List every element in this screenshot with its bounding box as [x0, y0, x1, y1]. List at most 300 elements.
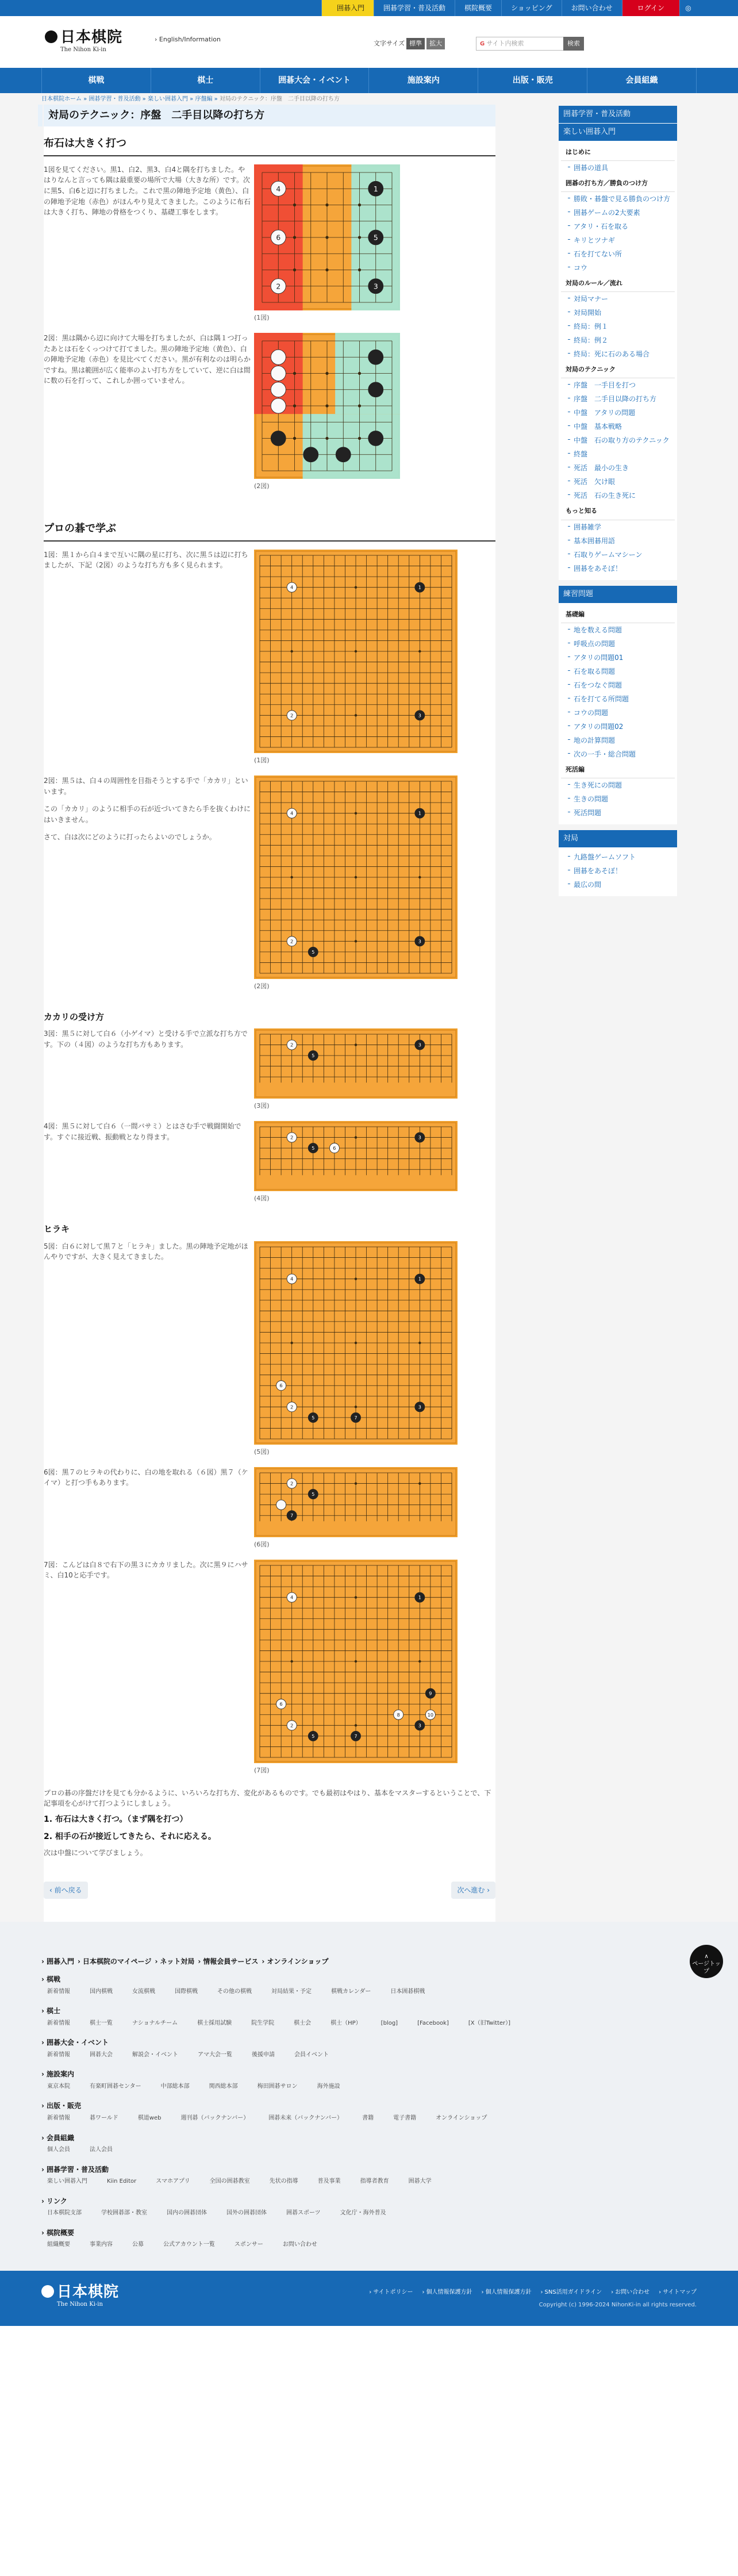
go-board-figure-6	[254, 1467, 458, 1537]
footer-group	[41, 2101, 697, 2124]
star-point	[290, 876, 293, 878]
stone-number: 3	[418, 1722, 421, 1728]
footer-link[interactable]: 囲碁大学	[408, 2178, 432, 2185]
search-placeholder: サイト内検索	[486, 40, 524, 47]
footer-group	[41, 1974, 697, 1998]
footer-link[interactable]: 後援申請	[252, 2051, 275, 2058]
sidebar-item[interactable]: 中盤 アタリの問題	[559, 406, 677, 420]
stone-number: 2	[290, 1403, 294, 1410]
footer-nav	[0, 1922, 738, 2270]
stone-number: 1	[418, 1594, 421, 1600]
caption: (4図)	[254, 1195, 270, 1203]
footer-link[interactable]: 日本囲碁棋戦	[390, 1988, 425, 1995]
logo-subtitle: The Nihon Ki-in	[57, 2301, 103, 2308]
footer-link[interactable]: スマホアプリ	[156, 2178, 190, 2185]
sidebar-head-game[interactable]: 対局	[559, 830, 677, 848]
footer-link[interactable]: 対局結果・予定	[271, 1988, 312, 1995]
stone-number: 7	[354, 1733, 358, 1739]
footer-link[interactable]: 新着情報	[47, 1988, 70, 1995]
footer-link[interactable]: 東京本院	[47, 2083, 70, 2090]
stone-number: 1	[373, 185, 378, 193]
font-large-button[interactable]: 拡大	[426, 38, 445, 49]
footer-link[interactable]: 全国の囲碁教室	[209, 2178, 250, 2185]
footer-link[interactable]: 碁ワールド	[90, 2115, 118, 2122]
star-point	[355, 1044, 357, 1046]
stone-number: 2	[290, 1042, 294, 1048]
footer-link[interactable]: 普及事業	[317, 2178, 341, 2185]
text-fig3: 3図：黒５に対して白６（小ゲイマ）と受ける手で立派な打ち方です。下の（４図）のような打ち方もあります。	[44, 1030, 248, 1049]
nav-publishing[interactable]: 出版・販売	[478, 68, 587, 93]
search-input[interactable]	[476, 37, 563, 51]
stone-number: 5	[312, 1414, 315, 1421]
footer-link[interactable]: 棋士採用試験	[197, 2020, 232, 2026]
sidebar-item[interactable]: アタリ・石を取る	[559, 220, 677, 233]
stone-number: 5	[312, 949, 315, 955]
sidebar-item[interactable]: 石をつなぐ問題	[559, 678, 677, 692]
stone-number: 4	[290, 584, 294, 590]
english-link[interactable]: › English/Information	[155, 36, 221, 43]
sidebar-item[interactable]: 序盤 一手目を打つ	[559, 378, 677, 392]
caption: (2図)	[254, 482, 270, 490]
footer-link[interactable]: 棋士一覧	[90, 2020, 113, 2026]
star-point	[358, 268, 361, 271]
sidebar-item[interactable]: アタリの問題01	[559, 651, 677, 665]
black-stone	[303, 447, 318, 462]
stone-number: 5	[312, 1145, 315, 1151]
footer-link[interactable]: 囲碁大会	[90, 2051, 113, 2058]
footer-link[interactable]: 公式アカウント一覧	[163, 2241, 215, 2248]
nav-kisen[interactable]: 棋戦	[41, 68, 151, 93]
sidebar	[559, 106, 677, 902]
footer-group-title[interactable]: › 棋戦	[41, 1974, 697, 1985]
footer-group	[41, 2164, 697, 2188]
footer-bottom	[0, 2271, 738, 2326]
copyright: Copyright (c) 1996-2024 NihonKi-in all rights reserved.	[539, 2301, 697, 2308]
footer-group-title[interactable]: › 棋士	[41, 2006, 697, 2017]
text-fig7: 7図：こんどは白８で右下の黒３にカカリました。次に黒９にハサミ、白10と応手です。	[44, 1560, 248, 1580]
star-point	[325, 236, 328, 239]
stone-number: 9	[429, 1690, 432, 1696]
footer-link[interactable]: Kiin Editor	[107, 2178, 137, 2185]
stone-number: 1	[418, 584, 421, 590]
closing-text: 次は中盤について学びましょう。	[44, 1849, 147, 1857]
font-size-label: 文字サイズ	[374, 40, 405, 48]
topnav-shop[interactable]: ショッピング	[501, 0, 562, 16]
footer-link[interactable]: 棋戦カレンダー	[331, 1988, 371, 1995]
star-point	[355, 940, 357, 942]
star-point	[358, 372, 361, 375]
footer-link[interactable]: [Facebook]	[417, 2020, 449, 2026]
footer-link[interactable]: アマ大会一覧	[198, 2051, 232, 2058]
star-point	[355, 1277, 357, 1280]
white-stone	[271, 382, 286, 397]
footer-link[interactable]: 公募	[132, 2241, 144, 2248]
point-1: 1. 布石は大きく打つ。（まず隅を打つ）	[44, 1814, 188, 1824]
footer-link[interactable]: 楽しい囲碁入門	[47, 2178, 87, 2185]
stone-number: 5	[312, 1491, 315, 1497]
footer-link[interactable]: 事業内容	[90, 2241, 113, 2248]
nav-membership[interactable]: 会員組織	[587, 68, 697, 93]
main-nav	[0, 68, 738, 93]
white-stone	[271, 366, 286, 381]
footer-link[interactable]: 国際棋戦	[175, 1988, 198, 1995]
star-point	[355, 650, 357, 652]
search-box	[476, 37, 584, 51]
stone-number: 4	[290, 810, 294, 816]
star-point	[358, 236, 361, 239]
footer-link[interactable]: スポンサー	[234, 2241, 263, 2248]
footer-bottom-link[interactable]: › 個人情報保護方針	[482, 2288, 532, 2297]
stone-number: 4	[290, 1594, 294, 1600]
stone-number: 10	[427, 1711, 434, 1718]
top-nav	[321, 0, 697, 16]
star-point	[355, 1341, 357, 1343]
sidebar-item[interactable]: 石を打てる所問題	[559, 692, 677, 706]
black-stone	[368, 431, 383, 446]
footer-link[interactable]: 国外の囲碁団体	[226, 2210, 267, 2217]
star-point	[358, 204, 361, 206]
footer-link[interactable]: 梅田囲碁サロン	[257, 2083, 298, 2090]
footer-link[interactable]: その他の棋戦	[217, 1988, 252, 1995]
footer-group-title[interactable]: › 棋院概要	[41, 2228, 697, 2239]
footer-bottom-link[interactable]: › お問い合わせ	[611, 2288, 649, 2297]
page-body	[0, 93, 738, 1922]
footer-link[interactable]: › オンラインショップ	[262, 1956, 328, 1967]
logo-text: 日本棋院	[57, 2283, 120, 2301]
site-logo[interactable]	[45, 29, 131, 54]
footer-link[interactable]: 週刊碁（バックナンバー）	[180, 2115, 249, 2122]
sidebar-item[interactable]: 囲碁ゲームの2大要素	[559, 206, 677, 220]
subheading-kakari: カカリの受け方	[44, 1011, 105, 1022]
go-board-figure-5	[254, 1241, 458, 1445]
sidebar-item[interactable]: 呼吸点の問題	[559, 637, 677, 651]
sidebar-item[interactable]: 地を数える問題	[559, 623, 677, 637]
footer-group-title[interactable]: › リンク	[41, 2196, 697, 2207]
sidebar-group: もっと知る	[561, 502, 675, 520]
stone-number: 7	[354, 1414, 358, 1421]
sidebar-item[interactable]: 囲碁雑学	[559, 520, 677, 534]
star-point	[355, 1482, 357, 1484]
go-board-figure-2	[254, 333, 400, 479]
footer-link[interactable]: 個人会員	[47, 2147, 70, 2153]
topnav-about[interactable]: 棋院概要	[455, 0, 501, 16]
footer-link[interactable]: 女流棋戦	[132, 1988, 155, 1995]
footer-link[interactable]: 先状の指導	[269, 2178, 298, 2185]
star-point	[290, 1341, 293, 1343]
sidebar-item[interactable]: 勝敗・碁盤で見る勝負のつけ方	[559, 192, 677, 206]
search-button[interactable]: 検索	[563, 37, 584, 51]
sidebar-item[interactable]: 囲碁をあそぼ！	[559, 864, 677, 878]
caption: (6図)	[254, 1540, 270, 1548]
stone-number: 2	[290, 1134, 294, 1141]
footer-link[interactable]: 中部総本部	[160, 2083, 190, 2090]
text-fig6: 6図：黒７のヒラキの代わりに、白の地を取れる（６図）黒７（ケイマ）と打つ手もあります。	[44, 1468, 248, 1487]
footer-link[interactable]: 組織概要	[47, 2241, 70, 2248]
breadcrumb-current: 対局のテクニック：序盤 二手目以降の打ち方	[219, 96, 340, 102]
topnav-contact[interactable]: お問い合わせ	[562, 0, 622, 16]
stone-number: 2	[290, 938, 294, 945]
footer-link[interactable]: 指導者教育	[360, 2178, 389, 2185]
footer-bottom-link[interactable]: › サイトマップ	[659, 2288, 697, 2297]
top-bar	[0, 0, 738, 16]
star-point	[325, 372, 328, 375]
sidebar-item[interactable]: 死活 欠け眼	[559, 475, 677, 489]
caption: (1図)	[254, 756, 270, 764]
star-point	[355, 1406, 357, 1408]
caption: (1図)	[254, 313, 270, 321]
footer-link[interactable]: 日本棋院支部	[47, 2210, 82, 2217]
star-point	[358, 404, 361, 407]
text-pro-fig2b: この「カカリ」のように相手の石が近づいてきたら手を抜くわけにはいきません。	[44, 805, 251, 824]
footer-link[interactable]: [X（旧Twitter）]	[468, 2020, 511, 2026]
footer-link[interactable]: 有楽町囲碁センター	[90, 2083, 141, 2090]
sidebar-group: 対局のテクニック	[561, 361, 675, 378]
sidebar-item[interactable]: アタリの問題02	[559, 720, 677, 734]
breadcrumb-home[interactable]: 日本棋院ホーム	[41, 96, 82, 102]
sidebar-item[interactable]: コウの問題	[559, 706, 677, 720]
login-button[interactable]: ログイン	[622, 0, 679, 16]
star-point	[355, 714, 357, 716]
google-icon: G	[480, 41, 485, 47]
caption: (3図)	[254, 1102, 270, 1110]
stone-number: 5	[312, 1733, 315, 1739]
topnav-learning[interactable]: 囲碁学習・普及活動	[374, 0, 455, 16]
font-size-switch	[374, 38, 445, 49]
footer-link[interactable]: 海外施設	[317, 2083, 340, 2090]
sidebar-item[interactable]: 死活問題	[559, 806, 677, 820]
star-point	[293, 268, 296, 271]
black-stone	[271, 431, 286, 446]
footer-group	[41, 2196, 697, 2220]
footer-link[interactable]: 国内棋戦	[90, 1988, 113, 1995]
footer-link[interactable]: オンラインショップ	[436, 2115, 487, 2122]
sidebar-item[interactable]: 石取りゲームマシーン	[559, 548, 677, 562]
footer-group	[41, 2037, 697, 2061]
star-point	[355, 876, 357, 878]
footer-link[interactable]: 新着情報	[47, 2020, 70, 2026]
footer-link[interactable]: ナショナルチーム	[132, 2020, 178, 2026]
sidebar-item[interactable]: 中盤 基本戦略	[559, 420, 677, 433]
footer-link[interactable]: › 囲碁入門	[41, 1956, 74, 1967]
subheading-hiraki: ヒラキ	[44, 1224, 70, 1235]
sidebar-head-learning[interactable]: 囲碁学習・普及活動	[559, 106, 677, 124]
footer-group-title[interactable]: › 出版・販売	[41, 2101, 697, 2112]
star-point	[355, 1596, 357, 1598]
nav-events[interactable]: 囲碁大会・イベント	[260, 68, 369, 93]
stone-number: 4	[276, 185, 281, 193]
stone-number: 3	[418, 712, 421, 719]
footer-link[interactable]: 関西総本部	[209, 2083, 238, 2090]
footer-group	[41, 2006, 697, 2029]
footer-group-title[interactable]: › 会員組織	[41, 2133, 697, 2144]
text-fig1: 1図を見てください。黒1、白2、黒3、白4と隅を打ちました。やはりなんと言っても隅は最重要の場所で大場（大きな所）です。次に黒5、白6と辺に打ちました。これで黒の陣地予定地（黄色）、白の陣地予定地（赤色）がほんやり見えてきました。このように布石は大きく打ち、陣地の骨格をつくり、基礎工事をします。	[44, 165, 251, 217]
footer-link[interactable]: 法人会員	[90, 2147, 113, 2153]
footer-link[interactable]: 棋士（HP）	[330, 2020, 362, 2026]
sidebar-item[interactable]: 基本囲碁用語	[559, 534, 677, 548]
stone-number: 2	[290, 1480, 294, 1487]
star-point	[325, 404, 328, 407]
site-header	[0, 16, 738, 68]
sidebar-item[interactable]: 石を取る問題	[559, 665, 677, 678]
text-fig4: 4図：黒５に対して白６（一間バサミ）とはさむ手で戦闘開始です。すぐに接近戦、振動戦となり得ます。	[44, 1122, 241, 1141]
sidebar-item[interactable]: 死活 最小の生き	[559, 461, 677, 475]
topnav-intro[interactable]: 囲碁入門	[321, 0, 374, 16]
black-stone	[368, 382, 383, 397]
footer-link[interactable]: 国内の囲碁団体	[167, 2210, 207, 2217]
sidebar-item[interactable]: 終局：例１	[559, 320, 677, 333]
sidebar-group: はじめに	[561, 144, 675, 161]
footer-link[interactable]: › 情報会員サービス	[198, 1956, 258, 1967]
star-point	[418, 650, 421, 652]
main-content	[41, 105, 499, 1922]
star-point	[293, 204, 296, 206]
go-board-figure-3	[254, 1028, 458, 1099]
sidebar-head-practice[interactable]: 練習問題	[559, 586, 677, 604]
sidebar-group: 死活編	[561, 761, 675, 778]
sidebar-item[interactable]: 次の一手・総合問題	[559, 747, 677, 761]
next-button[interactable]: 次へ進む ›	[451, 1882, 495, 1899]
breadcrumb-learning[interactable]: 囲碁学習・普及活動	[89, 96, 141, 102]
stone-number: 4	[290, 1276, 294, 1282]
stone-number: 1	[418, 1276, 421, 1282]
breadcrumb-opening[interactable]: 序盤編	[195, 96, 213, 102]
stone-number: 6	[279, 1700, 283, 1707]
prev-button[interactable]: ‹ 前へ戻る	[44, 1882, 88, 1899]
stone-number: 7	[290, 1512, 294, 1518]
sidebar-item[interactable]: 囲碁の道具	[559, 161, 677, 175]
white-stone	[276, 1500, 286, 1510]
footer-link[interactable]: お問い合わせ	[282, 2241, 317, 2248]
footer-group	[41, 2228, 697, 2251]
footer-link[interactable]: 会員イベント	[294, 2051, 329, 2058]
star-point	[290, 1660, 293, 1662]
page-title: 対局のテクニック：序盤 二手目以降の打ち方	[44, 105, 495, 126]
text-fig2: 2図：黒は隅から辺に向けて大場を打ちましたが、白は隅１つ打ったあとは石をくっつけて打てました。黒の陣地予定地（黄色）、白の陣地予定地（赤色）を見比べてください。黒が有利なのは明らかですね。黒は範囲が広く能率のよい打ち方をしていて、逆に白は間に数の石を打って、これしか囲っていません。	[44, 333, 251, 385]
sidebar-item[interactable]: 九路盤ゲームソフト	[559, 850, 677, 864]
page-top-label: ページトップ	[692, 1961, 721, 1975]
star-point	[355, 1660, 357, 1662]
star-point	[293, 404, 296, 407]
footer-link[interactable]: 新着情報	[47, 2051, 70, 2058]
footer-link[interactable]: 電子書籍	[393, 2115, 417, 2122]
star-point	[355, 812, 357, 814]
footer-link[interactable]: 新着情報	[47, 2115, 70, 2122]
sidebar-item[interactable]: 生き死にの問題	[559, 778, 677, 792]
sidebar-item[interactable]: 終局：死に石のある場合	[559, 347, 677, 361]
nav-kishi[interactable]: 棋士	[151, 68, 260, 93]
footer-bottom-link[interactable]: › SNS活用ガイドライン	[541, 2288, 602, 2297]
sidebar-item[interactable]: 対局開始	[559, 306, 677, 320]
sidebar-item[interactable]: 対局マナー	[559, 292, 677, 306]
sidebar-item[interactable]: 生きの問題	[559, 792, 677, 806]
stone-number: 2	[276, 282, 281, 291]
sidebar-item[interactable]: 死活 石の生き死に	[559, 489, 677, 502]
footer-link[interactable]: 院生学院	[251, 2020, 275, 2026]
sidebar-item[interactable]: 最広の間	[559, 878, 677, 892]
footer-link[interactable]: 文化庁・海外普及	[340, 2210, 386, 2217]
footer-group-title[interactable]: › 囲碁大会・イベント	[41, 2037, 697, 2048]
star-point	[325, 437, 328, 440]
star-point	[355, 1137, 357, 1139]
footer-group-title[interactable]: › 囲碁学習・普及活動	[41, 2164, 697, 2175]
stone-number: 8	[397, 1711, 400, 1718]
sidebar-item[interactable]: 囲碁をあそぼ！	[559, 562, 677, 575]
star-point	[293, 372, 296, 375]
footer-link[interactable]: 学校囲碁部・教室	[101, 2210, 147, 2217]
go-board-pro-figure-2	[254, 776, 458, 979]
footer-link[interactable]: 棋道web	[137, 2115, 162, 2122]
footer-bottom-link[interactable]: › サイトポリシー	[369, 2288, 413, 2297]
sidebar-item[interactable]: 終局：例２	[559, 333, 677, 347]
star-point	[418, 1341, 421, 1343]
text-pro-fig1: 1図：黒１から白４まで互いに隅の星に打ち、次に黒５は辺に打ちましたが、下記（2図）のような打ち方も多く見られます。	[44, 550, 248, 570]
territory-zone	[303, 414, 400, 479]
footer-link[interactable]: 解説会・イベント	[132, 2051, 178, 2058]
stone-number: 3	[373, 282, 378, 291]
black-stone	[368, 350, 383, 364]
footer-group-title[interactable]: › 施設案内	[41, 2069, 697, 2080]
footer-bottom-link[interactable]: › 個人情報保護方針	[422, 2288, 472, 2297]
sidebar-head-intro[interactable]: 楽しい囲碁入門	[559, 124, 677, 141]
sidebar-group: 対局のルール／流れ	[561, 275, 675, 292]
sidebar-item[interactable]: 序盤 二手目以降の打ち方	[559, 392, 677, 406]
star-point	[325, 204, 328, 206]
star-point	[358, 437, 361, 440]
footer-link[interactable]: 棋士会	[294, 2020, 312, 2026]
go-board-pro-figure-1	[254, 550, 458, 753]
sidebar-item[interactable]: キリとツナギ	[559, 233, 677, 247]
footer-link[interactable]: 囲碁スポーツ	[286, 2210, 321, 2217]
star-point	[290, 650, 293, 652]
caption: (2図)	[254, 982, 270, 990]
breadcrumb-intro[interactable]: 楽しい囲碁入門	[147, 96, 188, 102]
chevron-up-icon: ∧	[704, 1953, 709, 1960]
sidebar-item[interactable]: 終盤	[559, 447, 677, 461]
star-point	[418, 876, 421, 878]
nav-facilities[interactable]: 施設案内	[368, 68, 478, 93]
footer-link[interactable]: 囲碁未来（バックナンバー）	[268, 2115, 343, 2122]
breadcrumb: 日本棋院ホーム » 囲碁学習・普及活動 » 楽しい囲碁入門 » 序盤編 » 対局のテクニック：序盤 二手目以降の打ち方	[41, 96, 340, 102]
black-stone	[336, 447, 351, 462]
white-stone	[271, 398, 286, 413]
section-heading-pro: プロの碁で学ぶ	[44, 521, 495, 542]
sidebar-item[interactable]: コウ	[559, 261, 677, 275]
go-stone-icon	[41, 2285, 54, 2298]
section-heading-fuseki: 布石は大きく打つ	[44, 136, 495, 156]
footer-link[interactable]: 書籍	[362, 2115, 374, 2122]
sidebar-item[interactable]: 地の計算問題	[559, 734, 677, 747]
star-point	[293, 437, 296, 440]
page-top-button[interactable]	[690, 1945, 723, 1978]
footer-group	[41, 2133, 697, 2156]
footer-link[interactable]: › ネット対局	[155, 1956, 194, 1967]
logo-subtitle: The Nihon Ki-in	[60, 47, 106, 53]
go-board-figure-7	[254, 1560, 458, 1763]
go-stone-icon	[45, 30, 57, 43]
footer-link[interactable]: [blog]	[380, 2020, 398, 2026]
sidebar-item[interactable]: 石を打てない所	[559, 247, 677, 261]
sidebar-group: 基礎編	[561, 606, 675, 623]
summary-text: プロの碁の序盤だけを見ても分かるように、いろいろな打ち方、変化があるものです。でも最初はやはり、基本をマスターするということで、下記事項を心がけて打つようにしましょう。	[44, 1788, 491, 1808]
footer-logo[interactable]	[41, 2283, 119, 2309]
go-icon[interactable]: ◎	[679, 0, 697, 16]
sidebar-item[interactable]: 中盤 石の取り方のテクニック	[559, 433, 677, 447]
text-pro-fig2: 2図：黒５は、白４の周囲性を目指そうとする手で「カカリ」といいます。	[44, 776, 248, 796]
footer-link[interactable]: › 日本棋院のマイページ	[78, 1956, 151, 1967]
white-stone	[271, 350, 286, 364]
font-standard-button[interactable]: 標準	[406, 38, 425, 49]
star-point	[325, 268, 328, 271]
